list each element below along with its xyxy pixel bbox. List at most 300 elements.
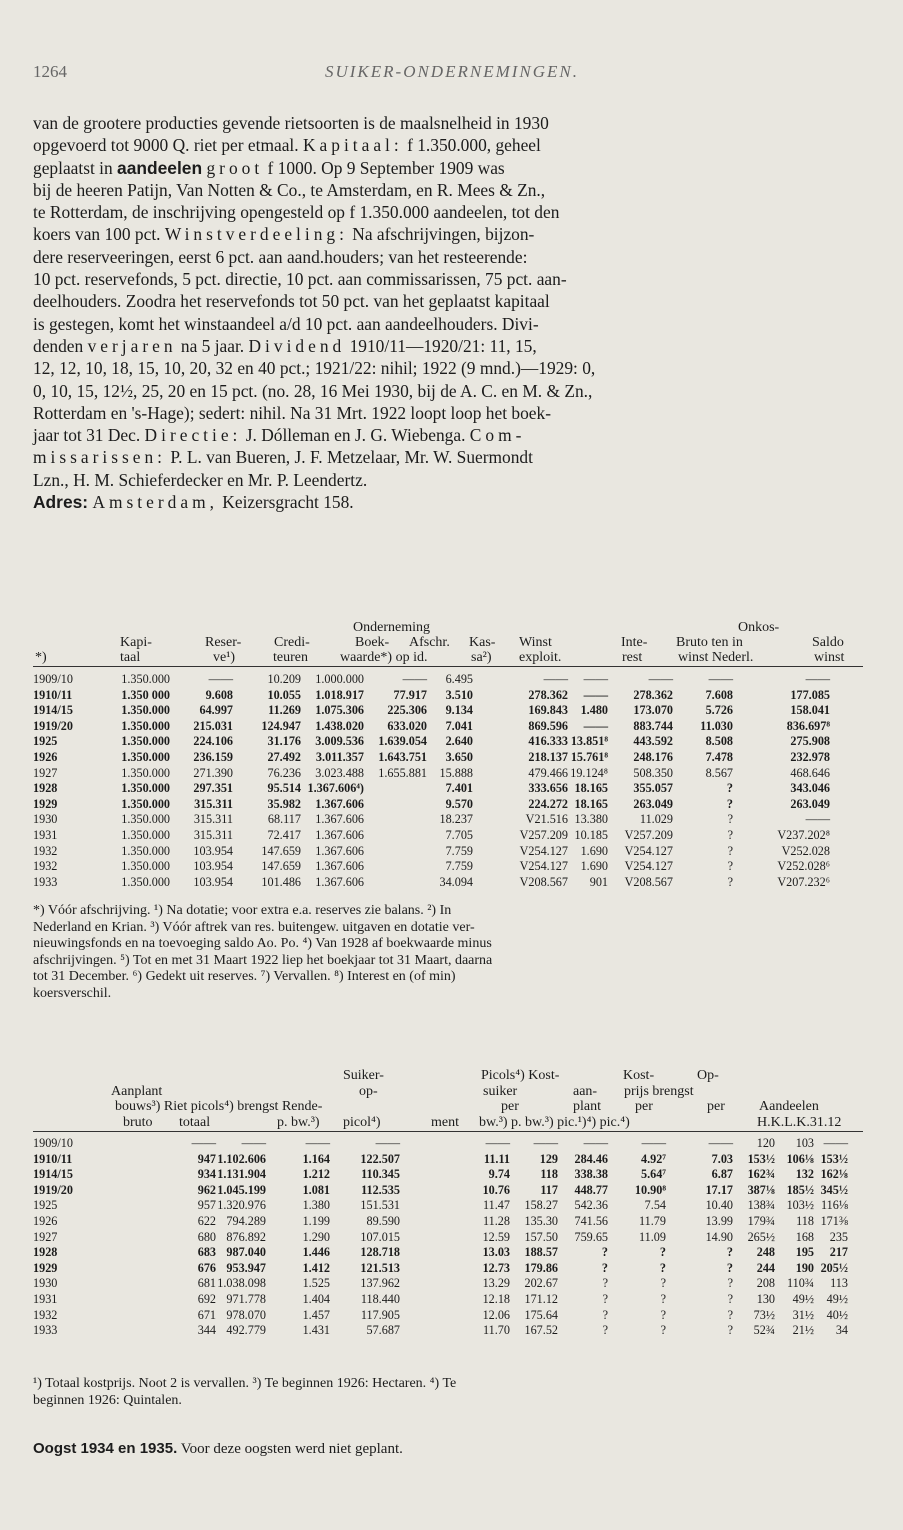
table-cell: ? (660, 1291, 666, 1306)
table-cell: 27.492 (267, 749, 301, 764)
footnote-line: afschrijvingen. ⁵) Tot en met 31 Maart 1922 liep het boekjaar tot 31 Maart, daarna (33, 952, 493, 968)
table-row (33, 1323, 883, 1339)
year-cell: 1929 (33, 1260, 58, 1275)
harvest-note (33, 1440, 403, 1458)
table-cell: 224.272 (528, 796, 568, 811)
table-cell: —— (533, 1136, 558, 1150)
table-cell: 1.164 (302, 1151, 330, 1166)
table-cell: 13.29 (482, 1276, 510, 1291)
table-cell: 153½ (820, 1151, 848, 1166)
paragraph-line (33, 402, 871, 424)
table-cell: 235 (829, 1229, 848, 1244)
text-run: 1910/11—1920/21: 11, 15, (345, 335, 537, 356)
table-cell: 680 (197, 1229, 216, 1244)
column-heading: aan- (573, 1083, 598, 1099)
table-cell: V254.127 (519, 843, 568, 858)
table-cell: 1.000.000 (315, 672, 364, 686)
table-cell: 177.085 (790, 687, 830, 702)
year-cell: 1926 (33, 749, 58, 764)
table-cell: 1.045.199 (217, 1182, 266, 1197)
harvest-note-label: Oogst 1934 en 1935. (33, 1440, 178, 1457)
table-cell: 11.09 (639, 1229, 666, 1244)
table-cell: 263.049 (790, 796, 830, 811)
table-row (33, 859, 883, 875)
column-heading: p. bw.³) (277, 1114, 320, 1130)
table-cell: 244 (756, 1260, 775, 1275)
table-cell: 1.199 (302, 1213, 330, 1228)
year-cell: 1925 (33, 734, 58, 749)
text-run: te Rotterdam, de inschrijving opengesteld op f 1.350.000 aandeelen, tot den (33, 202, 560, 223)
company-description (33, 112, 871, 513)
text-run: koers van 100 pct. (33, 224, 165, 245)
year-cell: 1925 (33, 1198, 58, 1213)
table-cell: 130 (756, 1291, 775, 1306)
table-cell: 10.40 (705, 1198, 733, 1213)
text-run: missarissen: (33, 447, 167, 468)
table-cell: 1.102.606 (217, 1151, 266, 1166)
table-cell: 158.27 (524, 1198, 558, 1213)
table-cell: —— (648, 672, 673, 686)
table-cell: 284.46 (574, 1151, 608, 1166)
table-cell: 7.759 (445, 843, 473, 858)
column-heading: suiker (483, 1083, 518, 1099)
table-cell: 278.362 (528, 687, 568, 702)
table-cell: 13.851⁸ (570, 734, 608, 749)
table-cell: —— (485, 1136, 510, 1150)
column-heading: Kost- (623, 1068, 655, 1083)
table-cell: 443.592 (633, 734, 673, 749)
table-cell: 11.11 (483, 1151, 510, 1166)
table-cell: 1.350.000 (121, 781, 170, 796)
table-row (33, 781, 883, 797)
paragraph-line (33, 201, 871, 223)
table-cell: 68.117 (267, 812, 301, 827)
table-cell: 179¾ (747, 1213, 775, 1228)
table-cell: 7.54 (644, 1198, 666, 1213)
table-cell: 479.466 (528, 765, 568, 780)
table-cell: 345½ (820, 1182, 848, 1197)
paragraph-line (33, 446, 871, 468)
column-heading: Bruto ten in (676, 635, 743, 650)
table-row (33, 797, 883, 813)
year-cell: 1931 (33, 1291, 58, 1306)
table-cell: 171⅜ (820, 1213, 848, 1228)
table-cell: 11.030 (700, 718, 733, 733)
table-cell: 128.718 (360, 1245, 400, 1260)
text-run: Dividend (248, 335, 346, 356)
table-cell: 681 (197, 1276, 216, 1291)
table-cell: 77.917 (393, 687, 427, 702)
table-cell: 1.380 (302, 1198, 330, 1213)
table-cell: 224.106 (193, 734, 233, 749)
text-run: na 5 jaar. (176, 335, 249, 356)
header-row (33, 1084, 883, 1100)
table-cell: 1.038.098 (217, 1276, 266, 1291)
table-cell: 11.79 (639, 1213, 666, 1228)
table-cell: 1.350.000 (121, 827, 170, 842)
table-cell: 76.236 (267, 765, 301, 780)
column-heading: Suiker- (343, 1068, 384, 1083)
table-cell: 1.655.881 (378, 765, 427, 780)
paragraph-line (33, 313, 871, 335)
table-cell: 692 (197, 1291, 216, 1306)
table-cell: ? (602, 1291, 608, 1306)
table-cell: 1.350.000 (121, 672, 170, 686)
table-cell: 7.401 (445, 781, 473, 796)
table-cell: 1.350.000 (121, 812, 170, 827)
column-heading: prijs brengst (624, 1083, 694, 1099)
table-row (33, 1261, 883, 1277)
year-cell: 1931 (33, 827, 58, 842)
footnote-line: koersverschil. (33, 985, 112, 1001)
table-cell: 35.982 (267, 796, 301, 811)
table-cell: 19.124⁸ (570, 765, 608, 780)
table-cell: 10.90⁸ (634, 1182, 666, 1197)
table-cell: 8.567 (705, 765, 733, 780)
table-cell: 1.367.606 (315, 843, 364, 858)
table-cell: —— (708, 672, 733, 686)
table-cell: ? (727, 812, 733, 827)
table-cell: 265½ (747, 1229, 775, 1244)
table-row (33, 875, 883, 891)
table-cell: 106⅛ (786, 1151, 814, 1166)
table-cell: 6.87 (711, 1167, 733, 1182)
table-cell: 869.596 (528, 718, 568, 733)
table-cell: 683 (197, 1245, 216, 1260)
text-run: Kapitaal: (302, 135, 403, 156)
table-cell: 64.997 (199, 703, 233, 718)
table-row (33, 1167, 883, 1183)
table-cell: 129 (539, 1151, 558, 1166)
table-cell: ? (602, 1276, 608, 1291)
column-heading: Credi- (274, 635, 310, 650)
text-run: f 1.350.000, geheel (402, 135, 541, 156)
footnote-line: ¹) Totaal kostprijs. Noot 2 is vervallen. ³) Te beginnen 1926: Hectaren. ⁴) Te (33, 1376, 457, 1391)
production-table (33, 1136, 883, 1339)
table-cell: 103.954 (193, 874, 233, 889)
production-table-header (33, 1068, 883, 1130)
table-cell: 1.367.606 (315, 874, 364, 889)
table-cell: 89.590 (366, 1213, 400, 1228)
table-cell: 34 (835, 1323, 848, 1338)
table-cell: 52¾ (753, 1323, 775, 1338)
column-heading: Onderneming (353, 620, 430, 635)
table-cell: 225.306 (387, 703, 427, 718)
year-cell: 1927 (33, 1229, 58, 1244)
table-cell: —— (583, 1136, 608, 1150)
column-heading: rest (622, 650, 643, 665)
column-heading: per (635, 1099, 653, 1114)
table-cell: 8.508 (705, 734, 733, 749)
table-cell: —— (191, 1136, 216, 1150)
table-cell: 741.56 (574, 1213, 608, 1228)
table-cell: 6.495 (445, 672, 473, 686)
table-cell: ? (659, 1260, 666, 1275)
text-run: groot (206, 157, 264, 178)
column-heading: Reser- (205, 635, 242, 650)
text-run: Lzn., H. M. Schieferdecker en Mr. P. Leendertz. (33, 469, 368, 490)
table-cell: 987.040 (226, 1245, 266, 1260)
table-cell: 333.656 (528, 781, 568, 796)
table-cell: 40½ (826, 1307, 848, 1322)
table-cell: —— (402, 672, 427, 686)
table-cell: 962 (197, 1182, 216, 1197)
table-cell: 3.650 (445, 749, 473, 764)
header-row (33, 650, 883, 665)
table-cell: 448.77 (574, 1182, 608, 1197)
table-cell: 794.289 (226, 1213, 266, 1228)
table-cell: 113 (830, 1276, 848, 1291)
paragraph-line (33, 491, 871, 513)
column-heading: per (707, 1099, 725, 1114)
paragraph-line (33, 357, 871, 379)
table-cell: 1.350 000 (121, 687, 170, 702)
table-cell: 72.417 (267, 827, 301, 842)
table-cell: 1.412 (302, 1260, 330, 1275)
year-cell: 1919/20 (33, 718, 73, 733)
table-cell: 3.009.536 (315, 734, 364, 749)
table-cell: 1.457 (302, 1307, 330, 1322)
table-cell: 12.06 (482, 1307, 510, 1322)
table-cell: V257.209 (519, 827, 568, 842)
table-cell: 1.480 (580, 703, 608, 718)
table-cell: —— (305, 1136, 330, 1150)
table-cell: 1.690 (580, 843, 608, 858)
paragraph-line (33, 246, 871, 268)
table-cell: 232.978 (790, 749, 830, 764)
table-cell: ? (727, 1276, 733, 1291)
table-cell: 2.640 (445, 734, 473, 749)
column-heading: Afschr. (409, 635, 450, 650)
column-heading: H.K.L.K.31.12 (757, 1114, 842, 1130)
table-cell: 9.134 (445, 703, 473, 718)
year-cell: 1914/15 (33, 703, 73, 718)
table-cell: 195 (795, 1245, 814, 1260)
table-cell: 355.057 (633, 781, 673, 796)
table-cell: 167.52 (524, 1323, 558, 1338)
paragraph-line (33, 223, 871, 245)
table-cell: V254.127 (519, 859, 568, 874)
table-cell: 1.350.000 (121, 843, 170, 858)
table-cell: ? (726, 1260, 733, 1275)
text-run: P. L. van Bueren, J. F. Metzelaar, Mr. W. Suermondt (166, 447, 533, 468)
footnote-line: *) Vóór afschrijving. ¹) Na dotatie; voor extra e.a. reserves zie balans. ²) In (33, 903, 452, 918)
text-run: Rotterdam en 's-Hage); sedert: nihil. Na 31 Mrt. 1922 loopt loop het boek- (33, 402, 551, 423)
column-heading: Boek- (355, 635, 390, 650)
table-cell: —— (543, 672, 568, 686)
table-cell: 957 (197, 1198, 216, 1213)
text-run: 10 pct. reservefonds, 5 pct. directie, 10 pct. aan commissarissen, 75 pct. aan- (33, 269, 567, 290)
table-row (33, 703, 883, 719)
table-cell: 1.404 (302, 1291, 330, 1306)
text-run: dere reserveeringen, eerst 6 pct. aan aand.houders; van het resteerende: (33, 246, 528, 267)
table-cell: —— (805, 812, 830, 827)
year-cell: 1910/11 (33, 687, 73, 702)
table-cell: 297.351 (193, 781, 233, 796)
table-cell: 171.12 (524, 1291, 558, 1306)
table-row (33, 672, 883, 688)
column-heading: Aanplant (111, 1083, 163, 1099)
table-cell: —— (375, 1136, 400, 1150)
table-cell: 1.350.000 (121, 718, 170, 733)
table-cell: 118.440 (360, 1291, 400, 1306)
column-heading: totaal (179, 1114, 211, 1130)
table-cell: ? (660, 1276, 666, 1291)
column-heading: teuren (273, 650, 308, 665)
table-cell: 31½ (792, 1307, 814, 1322)
table-cell: ? (726, 781, 733, 796)
table-cell: 1.367.606 (315, 796, 364, 811)
year-cell: 1930 (33, 812, 58, 827)
table-cell: 7.705 (445, 827, 473, 842)
table-cell: ? (659, 1245, 666, 1260)
table-row (33, 1152, 883, 1168)
footnote-line: Nederland en Krian. ³) Vóór aftrek van res. buitengew. uitgaven en dotatie ver- (33, 919, 475, 935)
table-cell: 542.36 (574, 1198, 608, 1213)
table-cell: 138¾ (747, 1198, 775, 1213)
text-run: aandeelen (117, 157, 203, 178)
table-cell: 1.131.904 (217, 1167, 266, 1182)
text-run: geplaatst in (33, 157, 118, 178)
column-heading: ve¹) (213, 650, 236, 665)
table-cell: 218.137 (528, 749, 568, 764)
text-run: Na afschrijvingen, bijzon- (347, 224, 535, 245)
table-cell: 1.446 (302, 1245, 330, 1260)
table-cell: V207.232⁶ (777, 874, 830, 889)
table-cell: 15.888 (439, 765, 473, 780)
table-cell: 416.333 (528, 734, 568, 749)
table-cell: 162¾ (747, 1167, 775, 1182)
column-heading: winst (814, 650, 845, 665)
paragraph-line (33, 134, 871, 156)
column-heading: Kapi- (120, 635, 152, 650)
table-cell: 836.697⁸ (786, 718, 830, 733)
table-cell: 671 (197, 1307, 216, 1322)
table-cell: 17.17 (705, 1182, 733, 1197)
table-cell: 883.744 (633, 718, 673, 733)
table-cell: 73½ (753, 1307, 775, 1322)
table-cell: 1.081 (302, 1182, 330, 1197)
table-cell: 10.76 (482, 1182, 510, 1197)
table-cell: 173.070 (633, 703, 673, 718)
table-cell: 468.646 (790, 765, 830, 780)
table-cell: 57.687 (366, 1323, 400, 1338)
table-cell: 4.92⁷ (641, 1151, 666, 1166)
table-cell: ? (660, 1307, 666, 1322)
table-cell: 10.185 (574, 827, 608, 842)
table-cell: 11.269 (268, 703, 301, 718)
paragraph-line (33, 424, 871, 446)
column-heading: Saldo (812, 635, 844, 650)
table-cell: 175.64 (524, 1307, 558, 1322)
table-cell: 248 (756, 1245, 775, 1260)
table-cell: 12.18 (482, 1291, 510, 1306)
header-row (33, 1099, 883, 1115)
table-cell: 1.367.606⁴) (307, 781, 364, 796)
table-cell: V252.028 (781, 843, 830, 858)
table-cell: 978.070 (226, 1307, 266, 1322)
table-cell: 236.159 (193, 749, 233, 764)
table-cell: 13.03 (482, 1245, 510, 1260)
table-cell: 1.018.917 (315, 687, 364, 702)
table-row (33, 1214, 883, 1230)
table-cell: 271.390 (193, 765, 233, 780)
table-cell: ? (727, 1323, 733, 1338)
table-cell: 759.65 (574, 1229, 608, 1244)
table-cell: 1.431 (302, 1323, 330, 1338)
text-run: Directie: (144, 425, 242, 446)
table-cell: 208 (756, 1276, 775, 1291)
table-cell: 1.690 (580, 859, 608, 874)
table-cell: 1.320.976 (217, 1198, 266, 1213)
text-run: van de grootere producties gevende rietsoorten is de maalsnelheid in 1930 (33, 113, 549, 133)
column-heading: waarde*) op id. (340, 650, 428, 665)
table-cell: 13.99 (705, 1213, 733, 1228)
year-cell: 1928 (33, 781, 58, 796)
column-heading: per (501, 1099, 519, 1114)
paragraph-line (33, 335, 871, 357)
text-run: 0, 10, 15, 12½, 25, 20 en 15 pct. (no. 28, 16 Mei 1930, bij de A. C. en M. & Zn., (33, 380, 593, 401)
text-run: jaar tot 31 Dec. (33, 425, 145, 446)
table-cell: 508.350 (633, 765, 673, 780)
year-cell: 1933 (33, 874, 58, 889)
table-row (33, 688, 883, 704)
text-run: verjaren (87, 335, 177, 356)
table-cell: 275.908 (790, 734, 830, 749)
table-row (33, 844, 883, 860)
table-cell: 15.761⁸ (570, 749, 608, 764)
column-heading: picol⁴) (343, 1114, 381, 1130)
table-cell: 110¾ (787, 1276, 814, 1291)
footnote-line: beginnen 1926: Quintalen. (33, 1392, 182, 1408)
table-cell: 1.350.000 (121, 796, 170, 811)
table-cell: V237.202⁸ (777, 827, 830, 842)
table-cell: 217 (829, 1245, 848, 1260)
table-cell: ? (602, 1307, 608, 1322)
table-cell: 343.046 (790, 781, 830, 796)
column-heading: plant (573, 1099, 601, 1114)
table-cell: 162⅛ (820, 1167, 848, 1182)
financial-table-rule (33, 666, 863, 667)
table-cell: 315.311 (194, 796, 233, 811)
table-cell: 876.892 (226, 1229, 266, 1244)
table-cell: V252.028⁶ (777, 859, 830, 874)
table-cell: 338.38 (574, 1167, 608, 1182)
column-heading: bouws³) Riet picols⁴) brengst Rende- (115, 1099, 323, 1114)
table-cell: ? (601, 1245, 608, 1260)
column-heading: exploit. (519, 650, 562, 665)
column-heading: ment (431, 1114, 459, 1130)
table-cell: 12.73 (482, 1260, 510, 1275)
table-cell: 18.237 (439, 812, 473, 827)
table-cell: 10.055 (267, 687, 301, 702)
column-heading: Onkos- (738, 620, 780, 635)
table-cell: 103.954 (193, 859, 233, 874)
table-cell: 1.350.000 (121, 874, 170, 889)
table-cell: 31.176 (267, 734, 301, 749)
table-row (33, 1230, 883, 1246)
table-cell: ? (726, 796, 733, 811)
table-cell: 49½ (792, 1291, 814, 1306)
text-run: deelhouders. Zoodra het reservefonds tot 50 pct. van het geplaatst kapitaal (33, 291, 550, 312)
table-cell: ? (727, 874, 733, 889)
year-cell: 1919/20 (33, 1182, 73, 1197)
table-cell: 14.90 (705, 1229, 733, 1244)
text-run: is gestegen, komt het winstaandeel a/d 10 pct. aan aandeelhouders. Divi- (33, 313, 539, 334)
table-cell: 11.28 (483, 1213, 510, 1228)
table-cell: 110.345 (361, 1167, 400, 1182)
paragraph-line (33, 112, 871, 134)
